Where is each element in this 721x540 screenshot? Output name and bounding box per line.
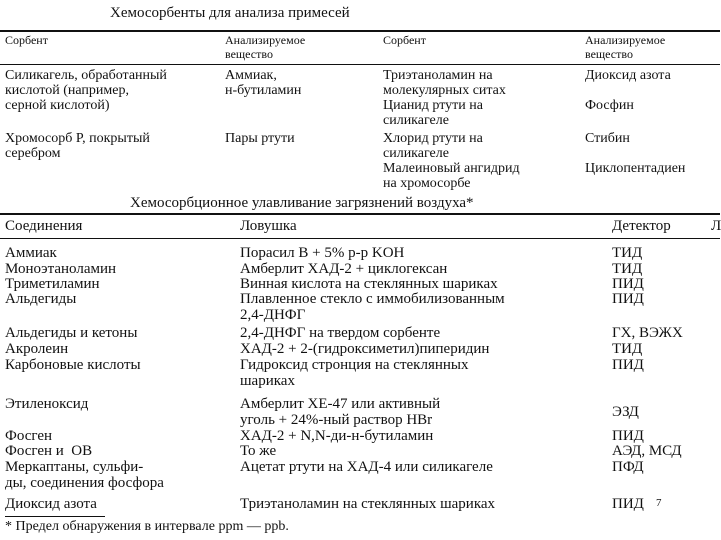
table2-header-rule (0, 238, 720, 239)
table2-cell-detector: ПИД (612, 357, 644, 373)
table2-cell-detector: ПФД (612, 459, 644, 475)
table1-cell: Пары ртути (225, 131, 295, 146)
footnote-rule (5, 516, 105, 517)
table1-cell: Циклопентадиен (585, 161, 686, 176)
table1-header-sorbent: Сорбент (5, 33, 48, 47)
table2-cell-detector: ТИД (612, 341, 643, 357)
table1-header-rule (0, 64, 720, 65)
table2-cell-detector: ТИД (612, 261, 643, 277)
table2-header-cut: Л (711, 218, 721, 234)
table1-header-sorbent-2: Сорбент (383, 33, 426, 47)
table1-cell: Хлорид ртути на силикагеле (383, 131, 483, 161)
table1-cell: Триэтаноламин на молекулярных ситах (383, 68, 506, 98)
table2-cell-compound: Карбоновые кислоты (5, 357, 141, 373)
table2-cell-detector: ГХ, ВЭЖХ (612, 325, 683, 341)
table1-cell: Диоксид азота (585, 68, 671, 83)
table2-cell-compound: Альдегиды (5, 291, 77, 307)
table2-cell-compound: Меркаптаны, сульфи- ды, соединения фосфора (5, 459, 164, 491)
table2-cell-trap: Триэтаноламин на стеклянных шариках (240, 496, 496, 512)
table2-cell-trap: Винная кислота на стеклянных шариках (240, 276, 498, 292)
table1-cell: Аммиак, н-бутиламин (225, 68, 302, 98)
table2-cell-trap: ХАД-2 + N,N-ди-н-бутиламин (240, 428, 434, 444)
table2-cell-detector: ПИД (612, 428, 644, 444)
table2-top-rule (0, 213, 720, 215)
table1-cell: Хромосорб P, покрытый серебром (5, 131, 150, 161)
footnote: * Предел обнаружения в интервале ppm — ppb. (5, 519, 289, 534)
table2-cell-compound: Моноэтаноламин (5, 261, 117, 277)
table2-cell-trap: Гидроксид стронция на стеклянных шариках (240, 357, 469, 389)
table1-header-analyte: Анализируемое вещество (225, 33, 306, 61)
table2-cell-trap: Плавленное стекло с иммобилизованным 2,4-ДНФГ (240, 291, 505, 323)
table2-cell-compound: Фосген (5, 428, 53, 444)
table2-cell-compound: Акролеин (5, 341, 69, 357)
table1-cell: Фосфин (585, 98, 634, 113)
table2-cell-trap: Ацетат ртути на ХАД-4 или силикагеле (240, 459, 493, 475)
table2-cell-compound: Триметиламин (5, 276, 100, 292)
table2-cell-detector: ТИД (612, 245, 643, 261)
table2-header-trap: Ловушка (240, 218, 297, 234)
table2-header-compounds: Соединения (5, 218, 83, 234)
table2-cell-detector: ПИД (612, 276, 644, 292)
table1-top-rule (0, 30, 720, 32)
table2-title: Хемосорбционное улавливание загрязнений воздуха* (130, 195, 474, 211)
table1-header-analyte-2: Анализируемое вещество (585, 33, 666, 61)
table2-cell-trap: 2,4-ДНФГ на твердом сорбенте (240, 325, 441, 341)
table1-cell: Стибин (585, 131, 630, 146)
table2-cell-trap: То же (240, 443, 277, 459)
table2-cell-trap: Амберлит XE-47 или активный уголь + 24%-ный раствор HBr (240, 396, 441, 428)
table2-cell-compound: Этиленоксид (5, 396, 89, 412)
table2-cell-compound: Диоксид азота (5, 496, 97, 512)
table2-cell-trap: ХАД-2 + 2-(гидроксиметил)пиперидин (240, 341, 490, 357)
table2-cell-trap: Амберлит ХАД-2 + циклогексан (240, 261, 448, 277)
table1-title: Хемосорбенты для анализа примесей (110, 5, 350, 21)
table2-cell-detector: ЭЗД (612, 404, 639, 420)
table2-cell-detector: АЭД, МСД (612, 443, 682, 459)
table1-cell: Малеиновый ангидрид на хромосорбе (383, 161, 520, 191)
table2-cell-compound: Аммиак (5, 245, 57, 261)
page-number: 7 (656, 497, 662, 509)
table2-cell-trap: Порасил B + 5% р-р KOH (240, 245, 405, 261)
table2-cell-compound: Альдегиды и кетоны (5, 325, 138, 341)
table2-cell-detector: ПИД (612, 291, 644, 307)
table1-cell: Цианид ртути на силикагеле (383, 98, 483, 128)
table1-cell: Силикагель, обработанный кислотой (например, серной кислотой) (5, 68, 167, 113)
table2-cell-detector: ПИД (612, 496, 644, 512)
table2-cell-compound: Фосген и ОВ (5, 443, 93, 459)
table2-header-detector: Детектор (612, 218, 671, 234)
